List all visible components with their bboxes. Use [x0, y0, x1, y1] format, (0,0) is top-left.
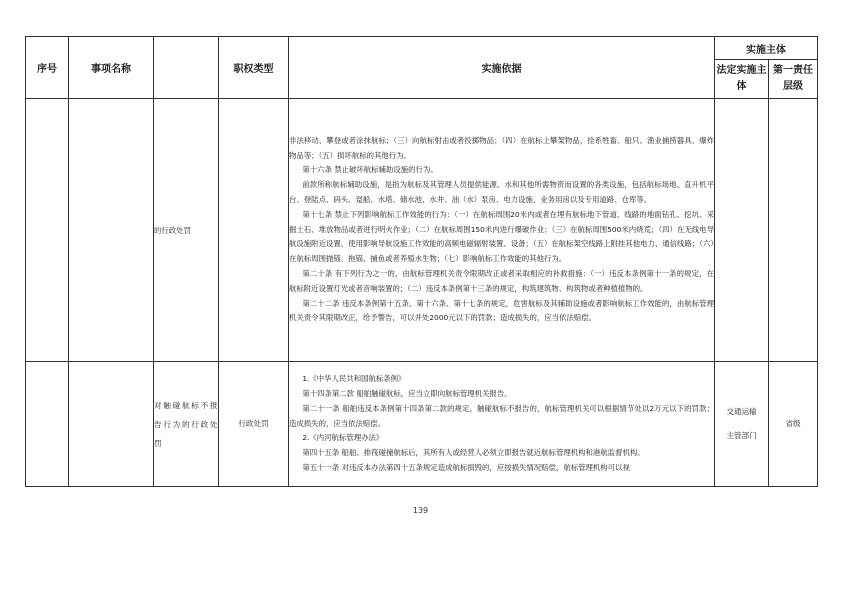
table-row [26, 99, 818, 362]
basis-paragraph: 第五十一条 对违反本办法第四十五条规定造成航标损毁的，应按损失情况赔偿，航标管理机构可以视 [302, 462, 630, 472]
basis-paragraph: 2.《内河航标管理办法》 [302, 433, 384, 443]
cell-blank [69, 362, 154, 487]
cell-seq [26, 99, 69, 362]
cell-first-level [769, 99, 818, 362]
basis-paragraph: 前款所称航标辅助设施，是指为航标及其管理人员提供能源、水和其他所需物资而设置的各类设施，包括航标场地、直升机平台、登陆点、码头、趸船、水塔、储水池、水井、油（水）泵房、电力设施、业务用房以及专用道路、仓库等。 [289, 180, 714, 204]
basis-paragraph: 第二十一条 船舶违反本条例第十四条第二款的规定，触碰航标不报告的，航标管理机关可以根据情节处以2万元以下的罚款；造成损失的，应当依法赔偿。 [289, 403, 714, 428]
cell-legal-subject [715, 99, 769, 362]
header-first-level: 第一责任层级 [769, 60, 818, 99]
basis-paragraph: 非法移动、攀登或者涂抹航标；（三）向航标射击或者投掷物品；（四）在航标上攀架物品，拴系牲畜、船只、渔业捕捞器具、爆炸物品等；（五）损坏航标的其他行为。 [289, 135, 714, 160]
basis-paragraph: 第十六条 禁止破坏航标辅助设施的行为。 [302, 165, 438, 175]
authority-table [25, 36, 818, 487]
cell-blank [69, 99, 154, 362]
cell-basis [289, 99, 715, 362]
basis-paragraph: 第十四条第二款 船舶触碰航标，应当立即向航标管理机关报告。 [302, 389, 512, 398]
cell-name: 的行政处罚 [154, 99, 219, 362]
page-number: 139 [412, 506, 429, 515]
cell-name: 对触碰航标不报告行为的行政处罚 [154, 362, 219, 487]
basis-paragraph: 第二十二条 违反本条例第十五条、第十六条、第十七条的规定，危害航标及其辅助设施或者影响航标工作效能的，由航标管理机关责令其限期改正，给予警告，可以并处2000元以下的罚款；造成损失的，应当依法赔偿。 [289, 298, 714, 323]
cell-first-level: 省级 [769, 362, 818, 487]
header-seq: 序号 [26, 37, 69, 99]
cell-basis [289, 362, 715, 487]
cell-type: 行政处罚 [219, 362, 289, 487]
basis-paragraph: 第四十五条 船舶、排筏碰撞航标后，其所有人或经营人必须立即报告就近航标管理机构和港航监督机构。 [302, 448, 645, 458]
header-subject: 实施主体 [715, 37, 818, 60]
basis-paragraph: 第二十条 有下列行为之一的，由航标管理机关责令限期改正或者采取相应的补救措施：（一）违反本条例第十一条的规定，在航标附近设置灯光或者音响装置的；（二）违反本条例第十三条的规定，构筑建筑物、构筑物或者种植植物的。 [289, 268, 714, 293]
header-basis: 实施依据 [289, 37, 715, 99]
cell-type [219, 99, 289, 362]
header-row-1 [26, 37, 818, 60]
header-type: 职权类型 [219, 37, 289, 99]
basis-paragraph: 1.《中华人民共和国航标条例》 [302, 374, 406, 384]
header-blank [154, 37, 219, 99]
basis-paragraph: 第十七条 禁止下列影响航标工作效能的行为：（一）在航标周围20米内或者在埋有航标地下管道、线路的地面钻孔、挖坑、采掘土石、堆放物品或者进行明火作业；（二）在航标周围150米内进行爆破作业；（三）在航标周围500米内烧荒；（四）在无线电导航设施附近设置、使用影响导航设施工作效能的高频电磁辐射装置、设备；（五）在航标架空线路上附挂其他电力、通信线路；（六）在航标周围抛锚、拖锚、捕鱼或者养殖水生物；（七）影响航标工作效能的其他行为。 [289, 209, 714, 264]
cell-legal-subject: 交通运输主管部门 [715, 362, 769, 487]
header-name: 事项名称 [69, 37, 154, 99]
header-legal-subject: 法定实施主体 [715, 60, 769, 99]
table-row [26, 362, 818, 487]
cell-seq [26, 362, 69, 487]
